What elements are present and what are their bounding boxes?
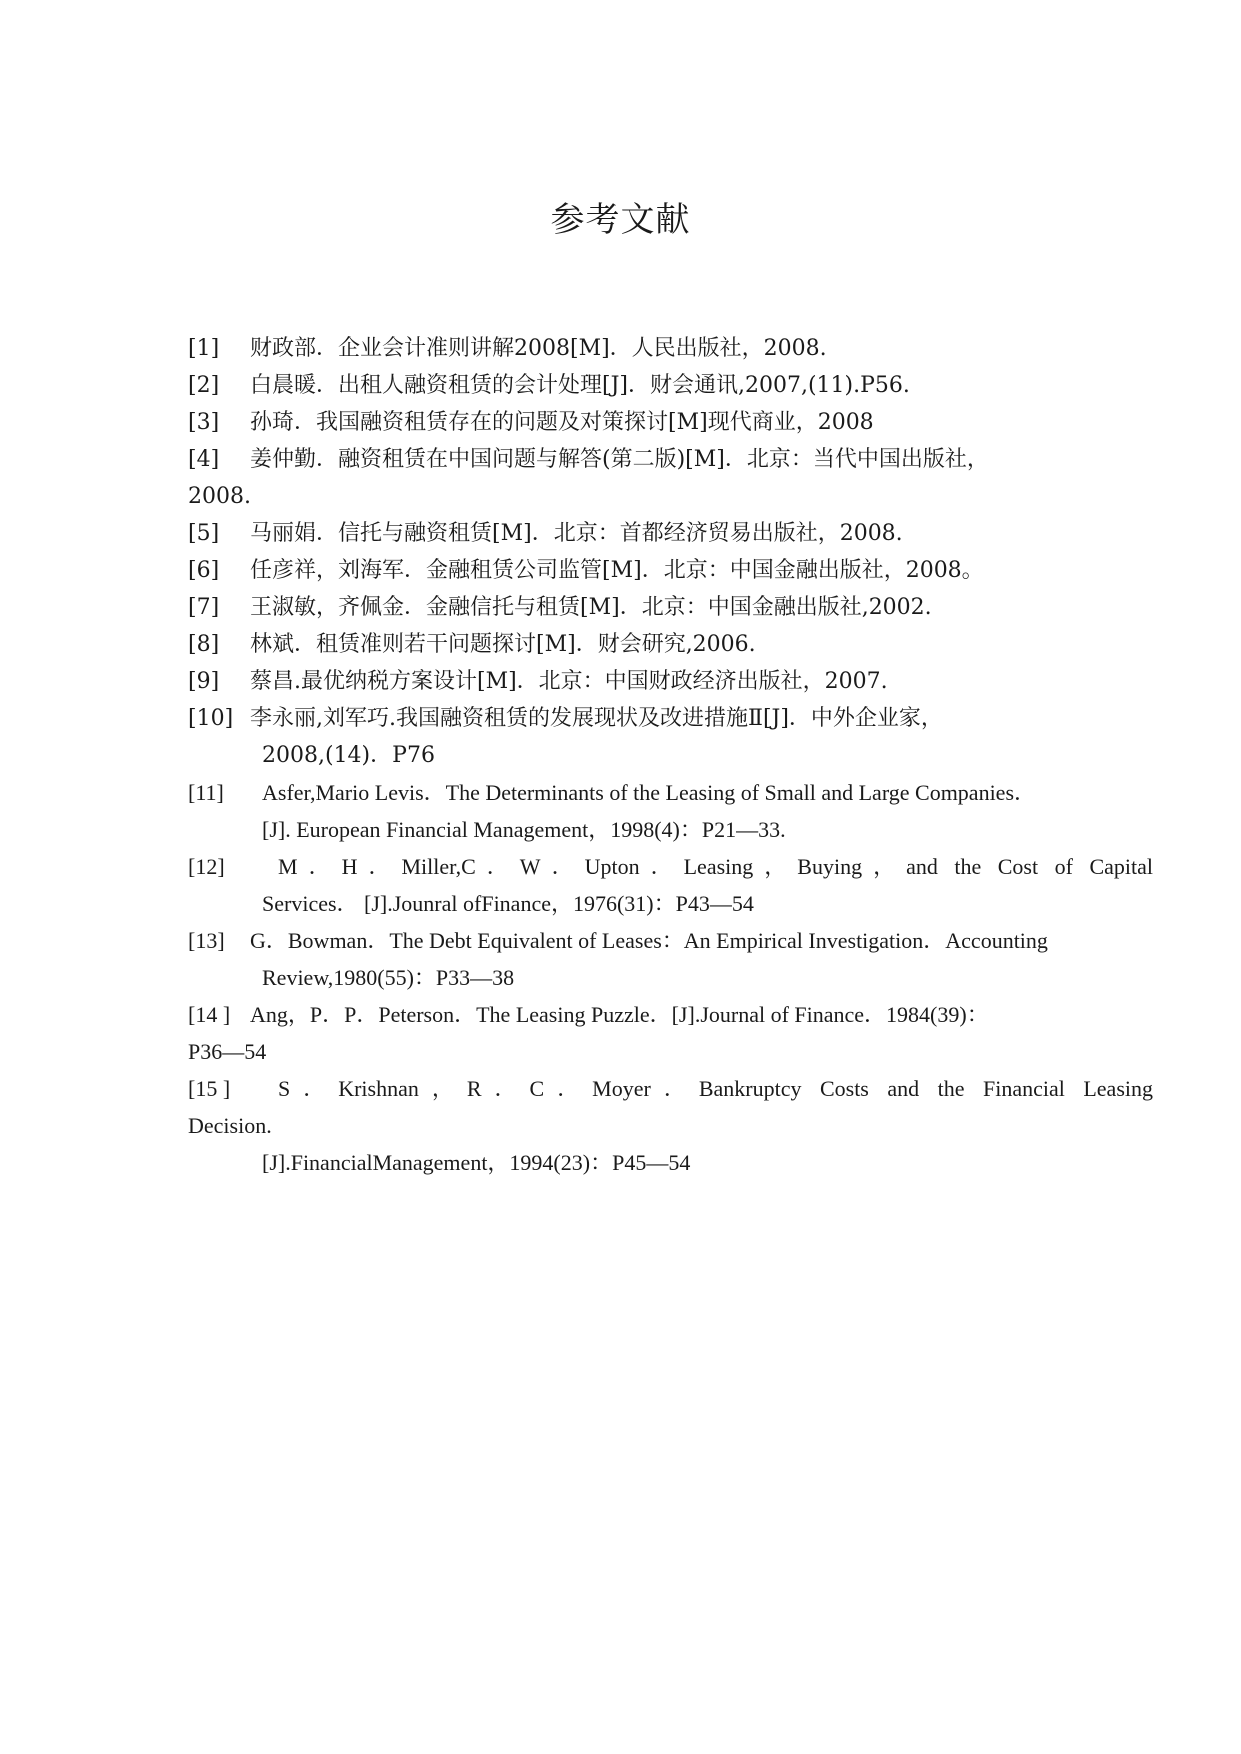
reference-item-6 <box>188 552 1153 589</box>
reference-text: M．H．Miller,C．W．Upton．Leasing，Buying，and the Cost of Capital <box>278 854 1153 879</box>
reference-number: [14 ] <box>188 1002 231 1027</box>
reference-continuation <box>262 959 1153 996</box>
reference-text: 蔡昌.最优纳税方案设计[M]．北京：中国财政经济出版社，2007. <box>250 669 888 694</box>
reference-continuation <box>188 1033 1153 1070</box>
reference-number: [6] <box>188 558 220 583</box>
reference-item-14 <box>188 996 1153 1033</box>
reference-number: [15 ] <box>188 1076 231 1101</box>
reference-text: 李永丽,刘军巧.我国融资租赁的发展现状及改进措施Ⅱ[J]．中外企业家， <box>250 706 943 731</box>
reference-item-15 <box>188 1070 1153 1107</box>
reference-number: [2] <box>188 373 220 398</box>
reference-text: Asfer,Mario Levis．The Determinants of the Leasing of Small and Large Companies． <box>262 780 1037 805</box>
reference-number: [8] <box>188 632 220 657</box>
reference-number: [12] <box>188 854 225 879</box>
reference-continuation <box>262 737 1153 774</box>
reference-item-10 <box>188 700 1153 737</box>
reference-text: 林斌．租赁准则若干问题探讨[M]．财会研究,2006. <box>250 632 756 657</box>
reference-item-4 <box>188 441 1153 478</box>
reference-text: Review,1980(55)：P33—38 <box>262 965 515 990</box>
reference-text: Ang，P．P．Peterson．The Leasing Puzzle．[J].Journal of Finance．1984(39)： <box>250 1002 989 1027</box>
reference-number: [7] <box>188 595 220 620</box>
reference-text: P36—54 <box>188 1039 267 1064</box>
reference-text: G．Bowman．The Debt Equivalent of Leases：An Empirical Investigation．Accounting <box>250 928 1048 953</box>
reference-text: [J]. European Financial Management，1998(4)：P21—33. <box>262 817 786 842</box>
reference-item-12 <box>188 848 1153 885</box>
reference-number: [10] <box>188 706 234 731</box>
reference-item-3 <box>188 404 1153 441</box>
reference-text: 财政部．企业会计准则讲解2008[M]．人民出版社，2008. <box>250 336 827 361</box>
reference-text: Services． [J].Jounral ofFinance，1976(31)：P43—54 <box>262 891 754 916</box>
reference-item-5 <box>188 515 1153 552</box>
reference-text: [J].FinancialManagement，1994(23)：P45—54 <box>262 1150 691 1175</box>
reference-text: 马丽娟．信托与融资租赁[M]．北京：首都经济贸易出版社，2008. <box>250 521 903 546</box>
reference-text: 孙琦．我国融资租赁存在的问题及对策探讨[M]现代商业，2008 <box>250 410 874 435</box>
reference-number: [3] <box>188 410 220 435</box>
reference-continuation <box>262 1144 1153 1181</box>
reference-continuation <box>262 885 1153 922</box>
reference-item-2 <box>188 367 1153 404</box>
reference-text: 2008. <box>188 484 251 509</box>
reference-number: [1] <box>188 336 220 361</box>
reference-item-1 <box>188 330 1153 367</box>
reference-item-7 <box>188 589 1153 626</box>
reference-number: [4] <box>188 447 220 472</box>
reference-continuation <box>188 1107 1153 1144</box>
reference-item-11 <box>188 774 1153 811</box>
reference-text: 姜仲勤．融资租赁在中国问题与解答(第二版)[M]．北京：当代中国出版社， <box>250 447 989 472</box>
reference-text: Decision. <box>188 1113 272 1138</box>
reference-text: 任彦祥，刘海军．金融租赁公司监管[M]．北京：中国金融出版社，2008。 <box>250 558 984 583</box>
reference-item-9 <box>188 663 1153 700</box>
reference-text: 王淑敏，齐佩金．金融信托与租赁[M]．北京：中国金融出版社,2002. <box>250 595 932 620</box>
reference-continuation <box>188 478 1153 515</box>
reference-text: S．Krishnan，R．C．Moyer．Bankruptcy Costs and the Financial Leasing <box>278 1076 1153 1101</box>
page-title: 参考文献 <box>550 200 691 240</box>
reference-number: [9] <box>188 669 220 694</box>
reference-number: [11] <box>188 780 224 805</box>
reference-text: 2008,(14)．P76 <box>262 743 435 768</box>
reference-number: [13] <box>188 928 225 953</box>
reference-number: [5] <box>188 521 220 546</box>
reference-item-13 <box>188 922 1191 959</box>
reference-text: 白晨暖．出租人融资租赁的会计处理[J]．财会通讯,2007,(11).P56. <box>250 373 910 398</box>
reference-continuation <box>262 811 1153 848</box>
reference-item-8 <box>188 626 1153 663</box>
